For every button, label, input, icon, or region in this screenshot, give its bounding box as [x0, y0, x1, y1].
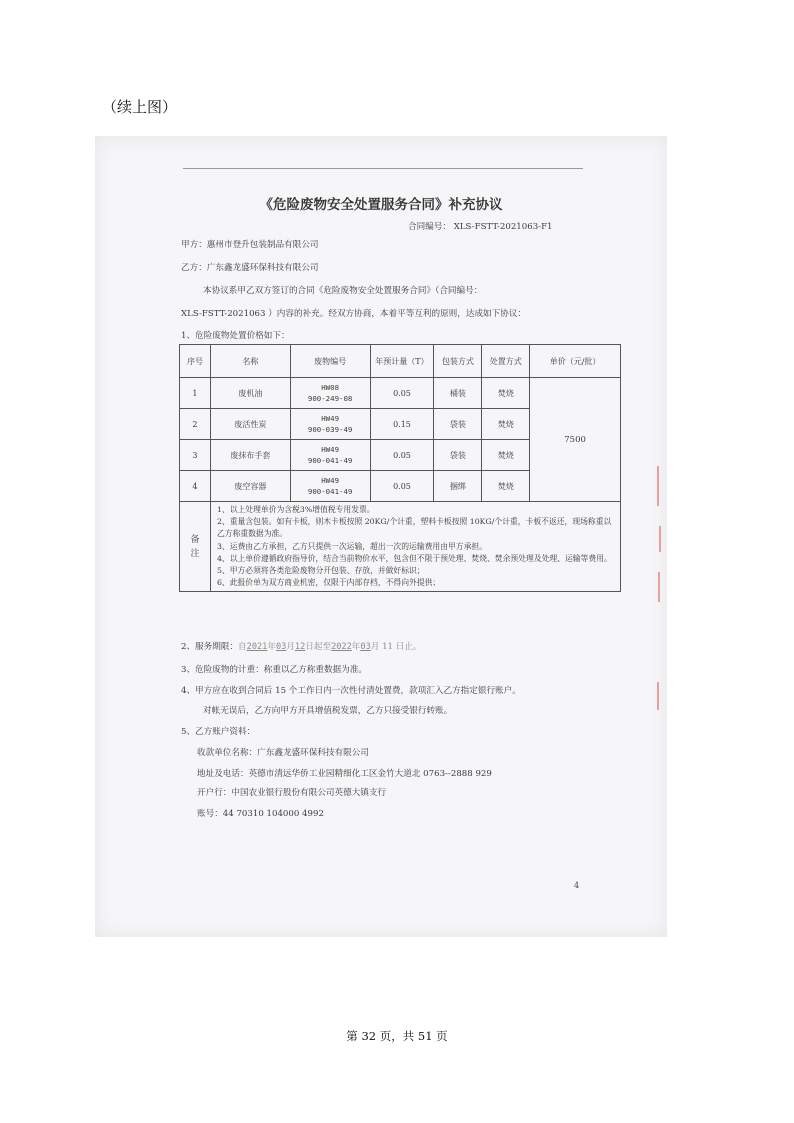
waste-subcode: 900-041-49	[307, 456, 353, 465]
waste-code	[290, 378, 370, 409]
scanned-contract-page	[95, 136, 667, 937]
disposal-method: 焚烧	[482, 378, 530, 409]
period-text: 月 11 日止。	[370, 642, 422, 652]
page-footer: 第 32 页，共 51 页	[346, 1029, 448, 1043]
note-item: 3、运费由乙方承担，乙方只提供一次运输，超出一次的运输费用由甲方承担。	[216, 541, 487, 551]
contract-number: 合同编号： XLS-FSTT-2021063-F1	[408, 222, 553, 232]
section-1-heading: 1、危险废物处置价格如下：	[181, 331, 290, 341]
note-item: 2、重量含包装。如有卡板，则木卡板按照 20KG/个计重，塑料卡板按照 10KG/个计重，卡板不返还，现场称重以乙方称重数据为准。	[216, 517, 612, 539]
section-4-invoice: 对帐无误后，乙方向甲方开具增值税发票，乙方只接受银行转账。	[203, 706, 453, 716]
waste-code	[290, 440, 370, 471]
header-cell: 年预计量（T）	[370, 345, 434, 378]
header-cell: 处置方式	[482, 345, 530, 378]
note-item: 6、此报价单为双方商业机密，仅限于内部存档，不得向外提供；	[216, 578, 441, 588]
start-month: 03	[275, 642, 287, 652]
period-text: 年	[267, 642, 276, 652]
waste-code	[290, 471, 370, 502]
section-3-weighing: 3、危险废物的计重：称重以乙方称重数据为准。	[181, 665, 367, 675]
note-item: 5、甲方必须将各类危险废物分开包装、存放，并做好标识；	[216, 566, 425, 576]
waste-category: HW49	[321, 414, 340, 423]
table-header-row	[180, 345, 621, 378]
annual-quantity: 0.05	[370, 378, 434, 409]
waste-category: HW49	[321, 476, 340, 485]
party-a: 甲方：惠州市登升包装制品有限公司	[181, 240, 319, 250]
annual-quantity: 0.05	[370, 471, 434, 502]
end-month: 03	[360, 642, 371, 652]
section-4-payment: 4、甲方应在收到合同后 15 个工作日内一次性付清处置费，款项汇入乙方指定银行账户。	[181, 686, 521, 696]
disposal-method: 焚烧	[482, 409, 530, 440]
waste-code	[290, 409, 370, 440]
waste-subcode: 900-249-08	[307, 394, 353, 403]
notes-row	[180, 502, 621, 592]
period-text: 年	[351, 642, 361, 652]
note-item: 4、以上单价遵循政府指导价，结合当前物价水平，包含但不限于预处理、焚烧、焚余预处理及处理、运输等费用。	[216, 553, 612, 563]
service-period	[181, 640, 422, 652]
row-number: 1	[180, 378, 211, 409]
row-number: 2	[180, 409, 211, 440]
header-cell: 单价（元/批）	[530, 345, 621, 378]
packaging-method: 桶装	[434, 378, 482, 409]
red-ink-mark	[657, 682, 659, 710]
waste-name: 废抹布手套	[210, 440, 290, 471]
notes-label	[180, 502, 211, 592]
red-ink-mark	[659, 526, 661, 552]
notes-content	[210, 502, 620, 592]
row-number: 4	[180, 471, 211, 502]
header-cell: 序号	[180, 345, 211, 378]
header-cell: 名称	[210, 345, 290, 378]
bank-address: 地址及电话：英德市清远华侨工业园精细化工区金竹大道北 0763--2888 929	[197, 769, 492, 779]
disposal-method: 焚烧	[482, 471, 530, 502]
waste-name: 废活性炭	[210, 409, 290, 440]
waste-category: HW49	[321, 445, 340, 454]
disposal-price-table	[179, 344, 621, 592]
packaging-method: 袋装	[434, 409, 482, 440]
packaging-method: 捆绑	[434, 471, 482, 502]
intro-line-1: 本协议系甲乙双方签订的合同《危险废物安全处置服务合同》（合同编号：	[203, 286, 483, 296]
section-5-heading: 5、乙方账户资料：	[181, 727, 256, 737]
document-title: 《危险废物安全处置服务合同》补充协议	[259, 197, 503, 213]
intro-line-2: XLS-FSTT-2021063 ）内容的补充。经双方协商，本着平等互利的原则，达成如下协议：	[181, 309, 527, 319]
notes-label-text: 备注	[190, 534, 200, 559]
waste-name: 废空容器	[210, 471, 290, 502]
annual-quantity: 0.15	[370, 409, 434, 440]
header-rule	[183, 168, 583, 169]
red-ink-mark	[657, 466, 659, 506]
disposal-method: 焚烧	[482, 440, 530, 471]
scan-page-number: 4	[574, 881, 580, 890]
header-cell: 包装方式	[434, 345, 482, 378]
header-cell: 废物编号	[290, 345, 370, 378]
bank-name: 开户行：中国农业银行股份有限公司英德大镇支行	[197, 788, 387, 798]
period-text: 自	[238, 642, 247, 652]
period-text: 日起至	[305, 642, 332, 652]
bank-account: 账号：44 70310 104000 4992	[197, 809, 324, 819]
packaging-method: 袋装	[434, 440, 482, 471]
waste-category: HW08	[321, 383, 340, 392]
waste-subcode: 900-039-49	[307, 425, 353, 434]
waste-subcode: 900-041-49	[307, 487, 353, 496]
end-year: 2022	[331, 642, 352, 652]
waste-name: 废机油	[210, 378, 290, 409]
red-ink-mark	[658, 572, 660, 602]
service-period-label: 2、服务期限：	[181, 642, 239, 652]
annual-quantity: 0.05	[370, 440, 434, 471]
party-b: 乙方：广东鑫龙盛环保科技有限公司	[181, 263, 319, 273]
table-row	[180, 378, 621, 409]
unit-price: 7500	[530, 378, 621, 502]
start-day: 12	[294, 642, 306, 652]
note-item: 1、以上处理单价为含税3%增值税专用发票。	[216, 505, 375, 514]
period-text: 月	[286, 642, 295, 652]
bank-payee: 收款单位名称：广东鑫龙盛环保科技有限公司	[197, 748, 369, 758]
continued-caption: （续上图）	[102, 98, 178, 116]
start-year: 2021	[246, 642, 268, 652]
row-number: 3	[180, 440, 211, 471]
